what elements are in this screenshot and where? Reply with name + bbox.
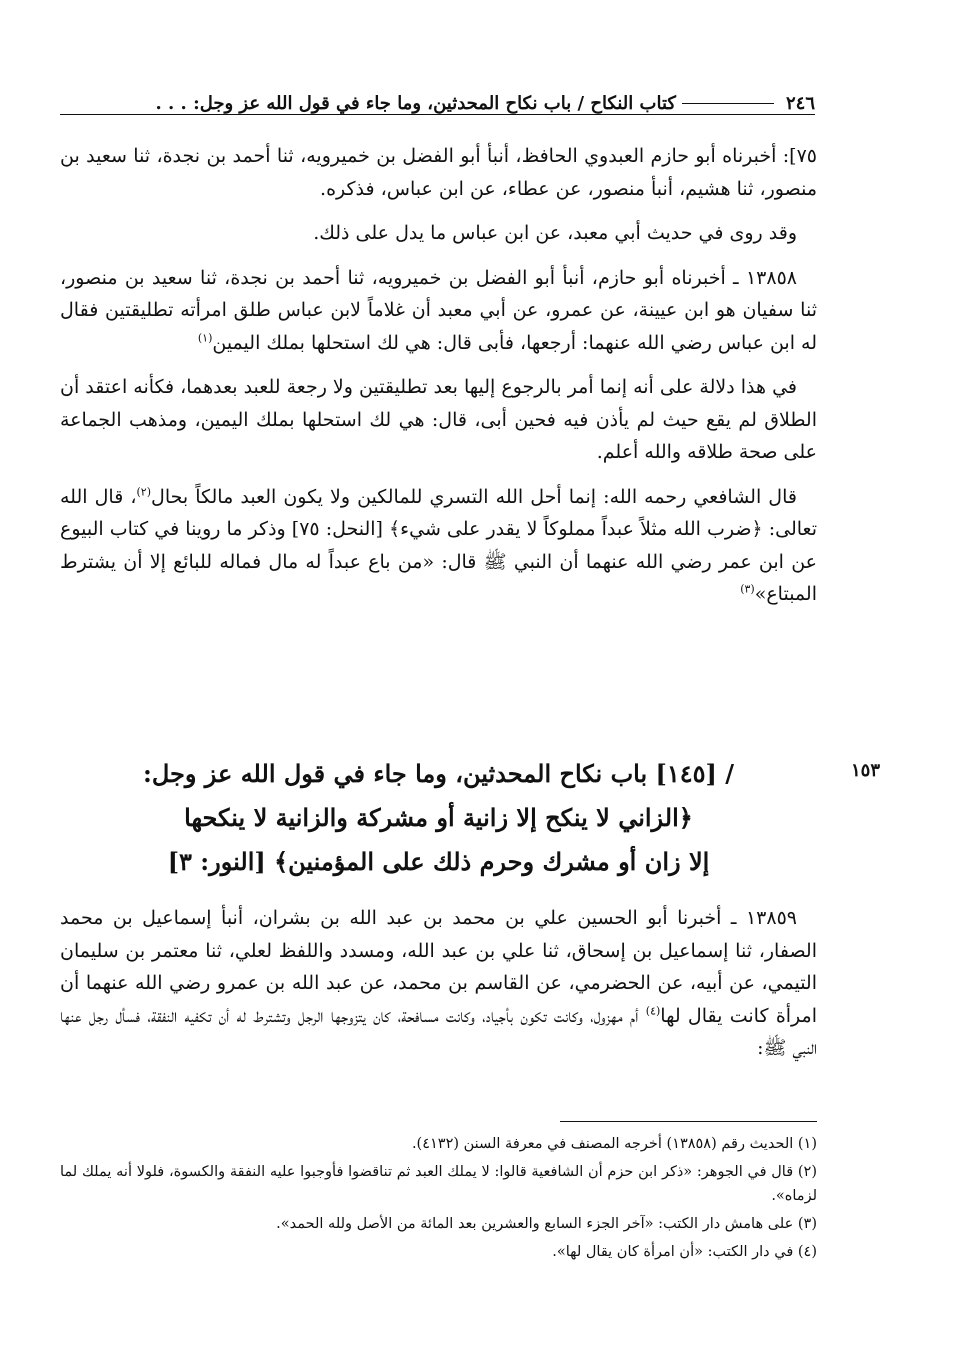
footnote-1: (١) الحديث رقم (١٣٨٥٨) أخرجه المصنف في معرفة السنن (٤١٣٢). [411,1136,817,1152]
paragraph-note [60,217,817,250]
footnote-ref-1: (١) [197,331,213,345]
footnotes [60,1132,817,1268]
footnote-ref-2: (٢) [136,485,152,499]
lower-text-block [60,902,817,1065]
paragraph-text: ١٣٨٥٩ ـ أخبرنا أبو الحسين علي بن محمد بن عبد الله بن بشران، أنبأ إسماعيل بن محمد الصفار، ثنا إسماعيل بن إسحاق، ثنا علي بن عبد الله، ومسدد واللفظ لعلي، ثنا معتمر بن سليمان التيمي، عن أبيه، عن الحضرمي، عن القاسم بن محمد، عن عبد الله بن عمرو رضي الله عنهما أن امرأة كانت يقال لها [60,907,817,1027]
paragraph-text: ، قال الله تعالى: ﴿ضرب الله مثلاً عبداً مملوكاً لا يقدر على شيء﴾ [النحل: ٧٥] وذكر ما روينا في كتاب البيوع عن ابن عمر رضي الله عنهما أن النبي ﷺ قال: «من باع عبداً له مال فماله للبائع إلا أن يشترط المبتاع» [60,485,817,605]
chapter-heading-line-2: ﴿الزاني لا ينكح إلا زانية أو مشركة والزانية لا ينكحها [184,803,693,832]
header-divider [60,114,815,115]
paragraph-text: أم مهزول، وكانت تكون بأجياد، وكانت مسافحة، كان يتزوجها الرجل وتشترط له أن تكفيه النفقة، فسأل رجل عنها النبي ﷺ: [60,1004,817,1059]
margin-page-number: ١٥٣ [850,760,880,781]
paragraph-text: قال الشافعي رحمه الله: إنما أحل الله التسري للمالكين ولا يكون العبد مالكاً بحال [151,485,797,508]
hadith-13859 [60,902,817,1065]
header-rule [682,102,774,104]
page-header [60,78,815,114]
footnote-4: (٤) في دار الكتب: «أن امرأة كان يقال لها». [552,1244,817,1260]
paragraph-continuation [60,140,817,205]
page-number: ٢٤٦ [785,93,815,114]
chapter-heading-line-3: إلا زان أو مشرك وحرم ذلك على المؤمنين﴾ [النور: ٣] [167,847,710,876]
footnote-ref-4: (٤) [645,1004,661,1018]
upper-text-block [60,140,817,611]
paragraph-text: ١٣٨٥٨ ـ أخبرناه أبو حازم، أنبأ أبو الفضل بن خميرويه، ثنا أحمد بن نجدة، ثنا سعيد بن منصور، ثنا سفيان هو ابن عيينة، عن عمرو، عن أبي معبد أن غلاماً لابن عباس طلق امرأته تطليقتين فقال له ابن عباس رضي الله عنهما: أرجعها، فأبى قال: هي لك استحلها بملك اليمين [60,266,817,354]
hadith-13858 [60,262,817,360]
footnote-ref-3: (٣) [740,582,755,596]
paragraph-text: في هذا دلالة على أنه إنما أمر بالرجوع إليها بعد تطليقتين ولا رجعة للعبد بعدهما، فكأنه اعتقد أن الطلاق لم يقع حيث لم يأذن فيه فحين أبى، قال: هي لك استحلها بملك اليمين، ومذهب الجماعة على صحة طلاقه والله أعلم. [60,376,817,463]
paragraph-text: ٧٥]: أخبرناه أبو حازم العبدوي الحافظ، أنبأ أبو الفضل بن خميرويه، ثنا أحمد بن نجدة، ثنا سعيد بن منصور، ثنا هشيم، أنبأ منصور، عن عطاء، عن ابن عباس، فذكره. [60,145,817,200]
running-title: كتاب النكاح / باب نكاح المحدثين، وما جاء في قول الله عز وجل: . . . [155,93,676,114]
chapter-heading-line-1: / [١٤٥] باب نكاح المحدثين، وما جاء في قول الله عز وجل: [142,759,735,788]
footnote-2: (٢) قال في الجوهر: «ذكر ابن حزم أن الشافعية قالوا: لا يملك العبد ثم تناقضوا فأوجبوا عليه النفقة والكسوة، فلولا أنه يملك لما لزماه». [60,1164,817,1204]
paragraph-text: وقد روى في حديث أبي معبد، عن ابن عباس ما يدل على ذلك. [313,222,797,244]
paragraph-shafii [60,481,817,611]
paragraph-commentary [60,371,817,469]
footnote-divider [560,1121,817,1122]
chapter-heading [60,752,817,884]
footnote-3: (٣) على هامش دار الكتب: «آخر الجزء السابع والعشرين بعد المائة من الأصل ولله الحمد». [276,1216,817,1232]
